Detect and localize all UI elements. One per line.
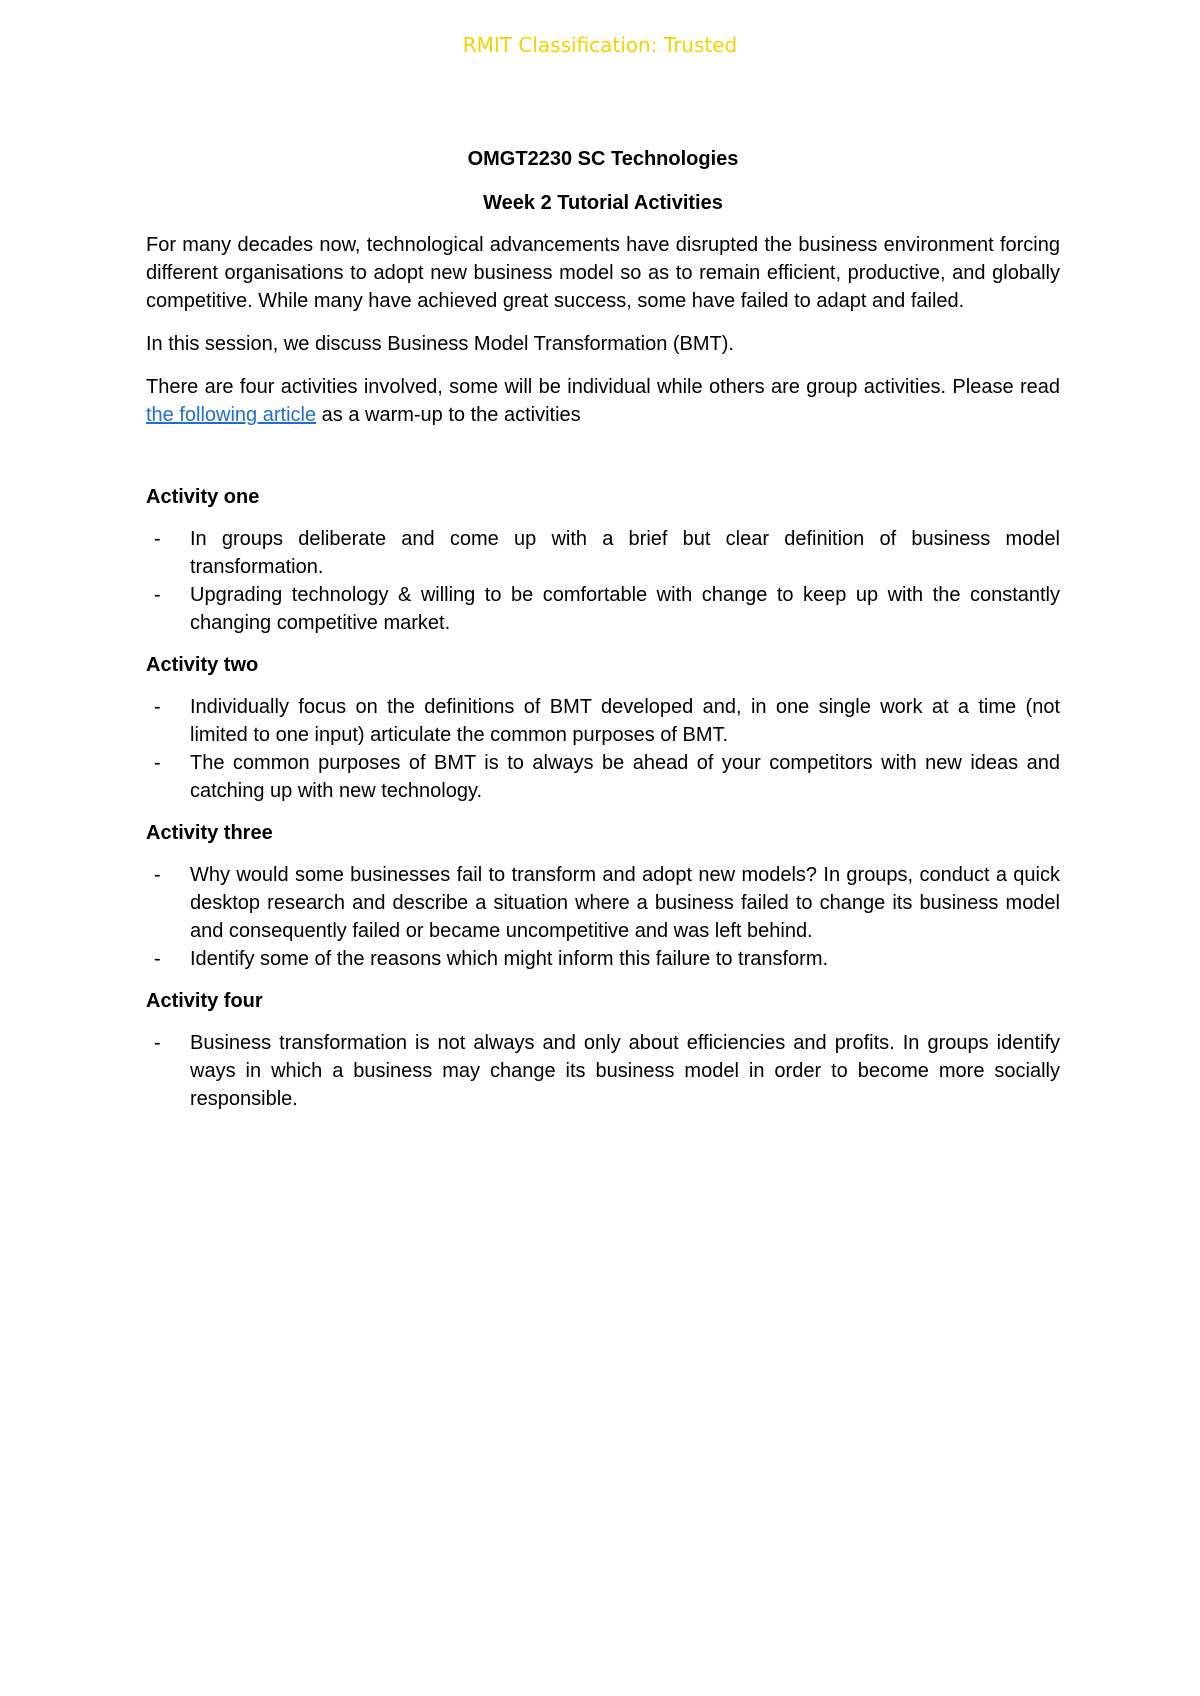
bullet-dash: - <box>154 948 161 970</box>
list-item <box>146 581 1060 637</box>
activity-three-heading: Activity three <box>146 822 273 844</box>
list-item <box>146 525 1060 581</box>
bullet-dash: - <box>154 752 161 774</box>
bullet-dash: - <box>154 584 161 606</box>
activity-one-section <box>146 483 1060 637</box>
bullet-dash: - <box>154 528 161 550</box>
section-spacer <box>146 444 1060 483</box>
list-item-text: In groups deliberate and come up with a brief but clear definition of business model transformation. <box>190 528 1060 578</box>
activity-three-section <box>146 819 1060 973</box>
activity-four-section <box>146 987 1060 1113</box>
list-item-text: Individually focus on the definitions of BMT developed and, in one single work at a time (not limited to one input) articulate the common purposes of BMT. <box>190 696 1060 746</box>
list-item <box>146 693 1060 749</box>
list-item <box>146 749 1060 805</box>
intro-paragraph: For many decades now, technological advancements have disrupted the business environment forcing different organisations to adopt new business model so as to remain efficient, productive, and globally competitive. While many have achieved great success, some have failed to adapt and failed. <box>146 234 1060 312</box>
activity-two-section <box>146 651 1060 805</box>
list-item-text: The common purposes of BMT is to always be ahead of your competitors with new ideas and catching up with new technology. <box>190 752 1060 802</box>
bullet-dash: - <box>154 696 161 718</box>
session-paragraph: In this session, we discuss Business Model Transformation (BMT). <box>146 333 734 355</box>
document-title: OMGT2230 SC Technologies <box>467 148 739 170</box>
activity-four-heading: Activity four <box>146 990 263 1012</box>
activity-four-list <box>146 1029 1060 1113</box>
bullet-dash: - <box>154 864 161 886</box>
list-item-text: Identify some of the reasons which might inform this failure to transform. <box>190 948 829 970</box>
article-link[interactable]: the following article <box>146 404 317 426</box>
activity-one-list <box>146 525 1060 637</box>
document-subtitle: Week 2 Tutorial Activities <box>483 192 723 214</box>
activity-one-heading: Activity one <box>146 486 260 508</box>
bullet-dash: - <box>154 1032 161 1054</box>
classification-label: RMIT Classification: Trusted <box>462 33 738 57</box>
list-item <box>146 945 1060 973</box>
list-item-text: Business transformation is not always and only about efficiencies and profits. In groups identify ways in which a business may change its business model in order to become more socially responsible. <box>190 1032 1060 1110</box>
activity-two-heading: Activity two <box>146 654 259 676</box>
list-item-text: Why would some businesses fail to transform and adopt new models? In groups, conduct a quick desktop research and describe a situation where a business failed to change its business model and consequently failed or became uncompetitive and was left behind. <box>190 864 1060 942</box>
list-item <box>146 1029 1060 1113</box>
activities-paragraph-tail: as a warm-up to the activities <box>316 404 581 426</box>
activities-paragraph-text: There are four activities involved, some will be individual while others are group activities. Please read <box>146 376 1060 398</box>
list-item <box>146 861 1060 945</box>
activities-paragraph <box>146 373 1060 429</box>
activity-three-list <box>146 861 1060 973</box>
activity-two-list <box>146 693 1060 805</box>
list-item-text: Upgrading technology & willing to be comfortable with change to keep up with the constantly changing competitive market. <box>190 584 1060 634</box>
document-body <box>146 145 1060 1127</box>
